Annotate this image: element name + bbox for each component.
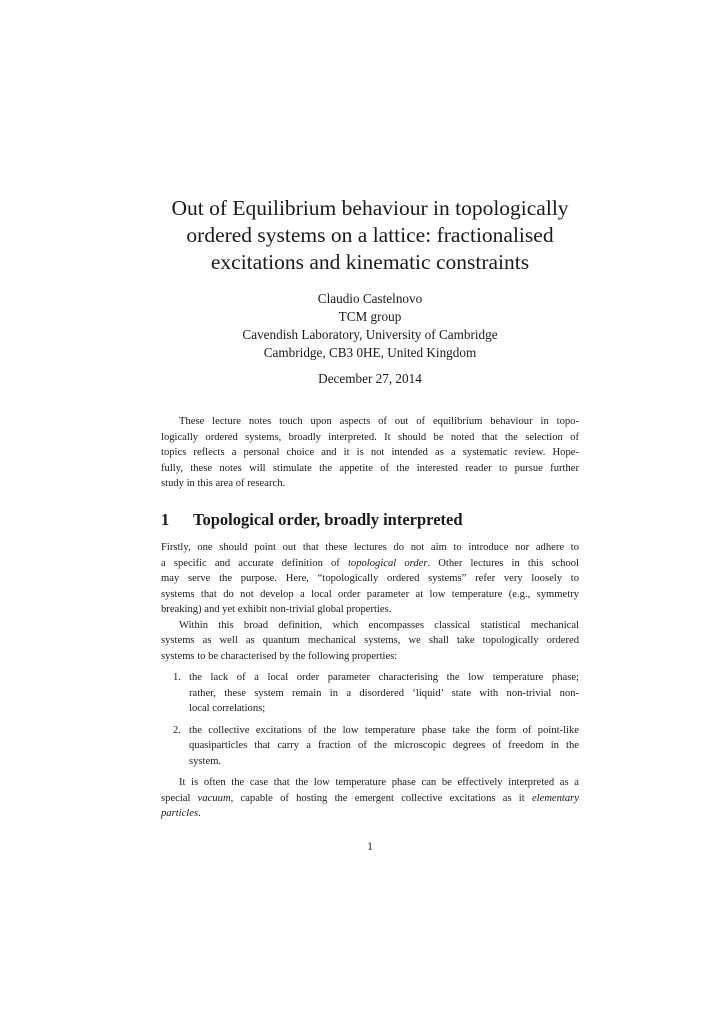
author-name: Claudio Castelnovo [317, 291, 423, 306]
text-run: , capable of hosting the emergent collective excitations as it [230, 792, 532, 804]
author-group: TCM group [338, 309, 402, 324]
text-line: may serve the purpose. Here, “topologically ordered systems” refer very loosely to [161, 573, 579, 584]
title-line: Out of Equilibrium behaviour in topologically [171, 196, 569, 220]
text-line: system. [189, 755, 222, 767]
text-line: systems as well as quantum mechanical systems, we shall take topologically ordered [161, 635, 579, 646]
text-line: quasiparticles that carry a fraction of the microscopic degrees of freedom in the [189, 740, 579, 751]
emphasis-term: elementary [531, 792, 579, 804]
abstract-line: topics reflects a personal choice and it is not intended as a systematic review. Hope- [161, 447, 579, 458]
abstract [161, 414, 579, 492]
author-affiliation: Cavendish Laboratory, University of Cambridge [242, 327, 498, 342]
text-run: a specific and accurate definition of [161, 557, 348, 569]
text-line [161, 806, 579, 822]
emphasis-term: vacuum [197, 792, 231, 804]
emphasis-term: particles [161, 808, 199, 819]
text-line: breaking) and yet exhibit non-trivial global properties. [161, 604, 392, 615]
section-body [161, 540, 579, 822]
page-number: 1 [367, 841, 373, 853]
section-title: Topological order, broadly interpreted [193, 510, 463, 529]
text-run: special [161, 792, 198, 804]
text-line: Firstly, one should point out that these lectures do not aim to introduce nor adhere to [161, 542, 579, 553]
abstract-line: study in this area of research. [161, 478, 286, 489]
abstract-line: These lecture notes touch upon aspects of out of equilibrium behaviour in topo- [179, 416, 579, 427]
text-run: . [198, 808, 201, 819]
text-line: It is often the case that the low temperature phase can be effectively interpreted as a [179, 777, 579, 788]
text-line [161, 791, 579, 807]
paper-title [161, 195, 579, 276]
list-number: 1. [173, 672, 181, 683]
abstract-line: logically ordered systems, broadly interpreted. It should be noted that the selection of [161, 431, 579, 443]
text-line: rather, these system remain in a disordered ‘liquid’ state with non-trivial non- [189, 687, 579, 699]
text-run: . Other lectures in this school [427, 557, 579, 569]
title-line: excitations and kinematic constraints [210, 250, 530, 274]
author-block [161, 290, 579, 362]
emphasis-term: topological order [347, 557, 428, 569]
section-number: 1 [161, 510, 170, 529]
text-line: systems that do not develop a local order parameter at low temperature (e.g., symmetry [161, 588, 579, 600]
text-line: systems to be characterised by the following properties: [161, 650, 398, 662]
text-line: the collective excitations of the low temperature phase take the form of point-like [189, 724, 579, 736]
paragraph [161, 618, 579, 665]
text-line: the lack of a local order parameter characterising the low temperature phase; [189, 672, 579, 683]
list-item [161, 723, 579, 770]
paragraph [161, 540, 579, 618]
text-line: local correlations; [189, 703, 266, 714]
abstract-line: fully, these notes will stimulate the appetite of the interested reader to pursue further [161, 462, 579, 474]
author-address: Cambridge, CB3 0HE, United Kingdom [263, 345, 477, 360]
paragraph [161, 775, 579, 822]
paper-date: December 27, 2014 [318, 371, 422, 386]
text-line: Within this broad definition, which encompasses classical statistical mechanical [179, 619, 579, 631]
title-line: ordered systems on a lattice: fractionalised [186, 223, 554, 247]
text-line [161, 556, 579, 572]
property-list [161, 670, 579, 769]
section-heading [161, 509, 579, 531]
list-number: 2. [173, 724, 181, 736]
list-item [161, 670, 579, 717]
